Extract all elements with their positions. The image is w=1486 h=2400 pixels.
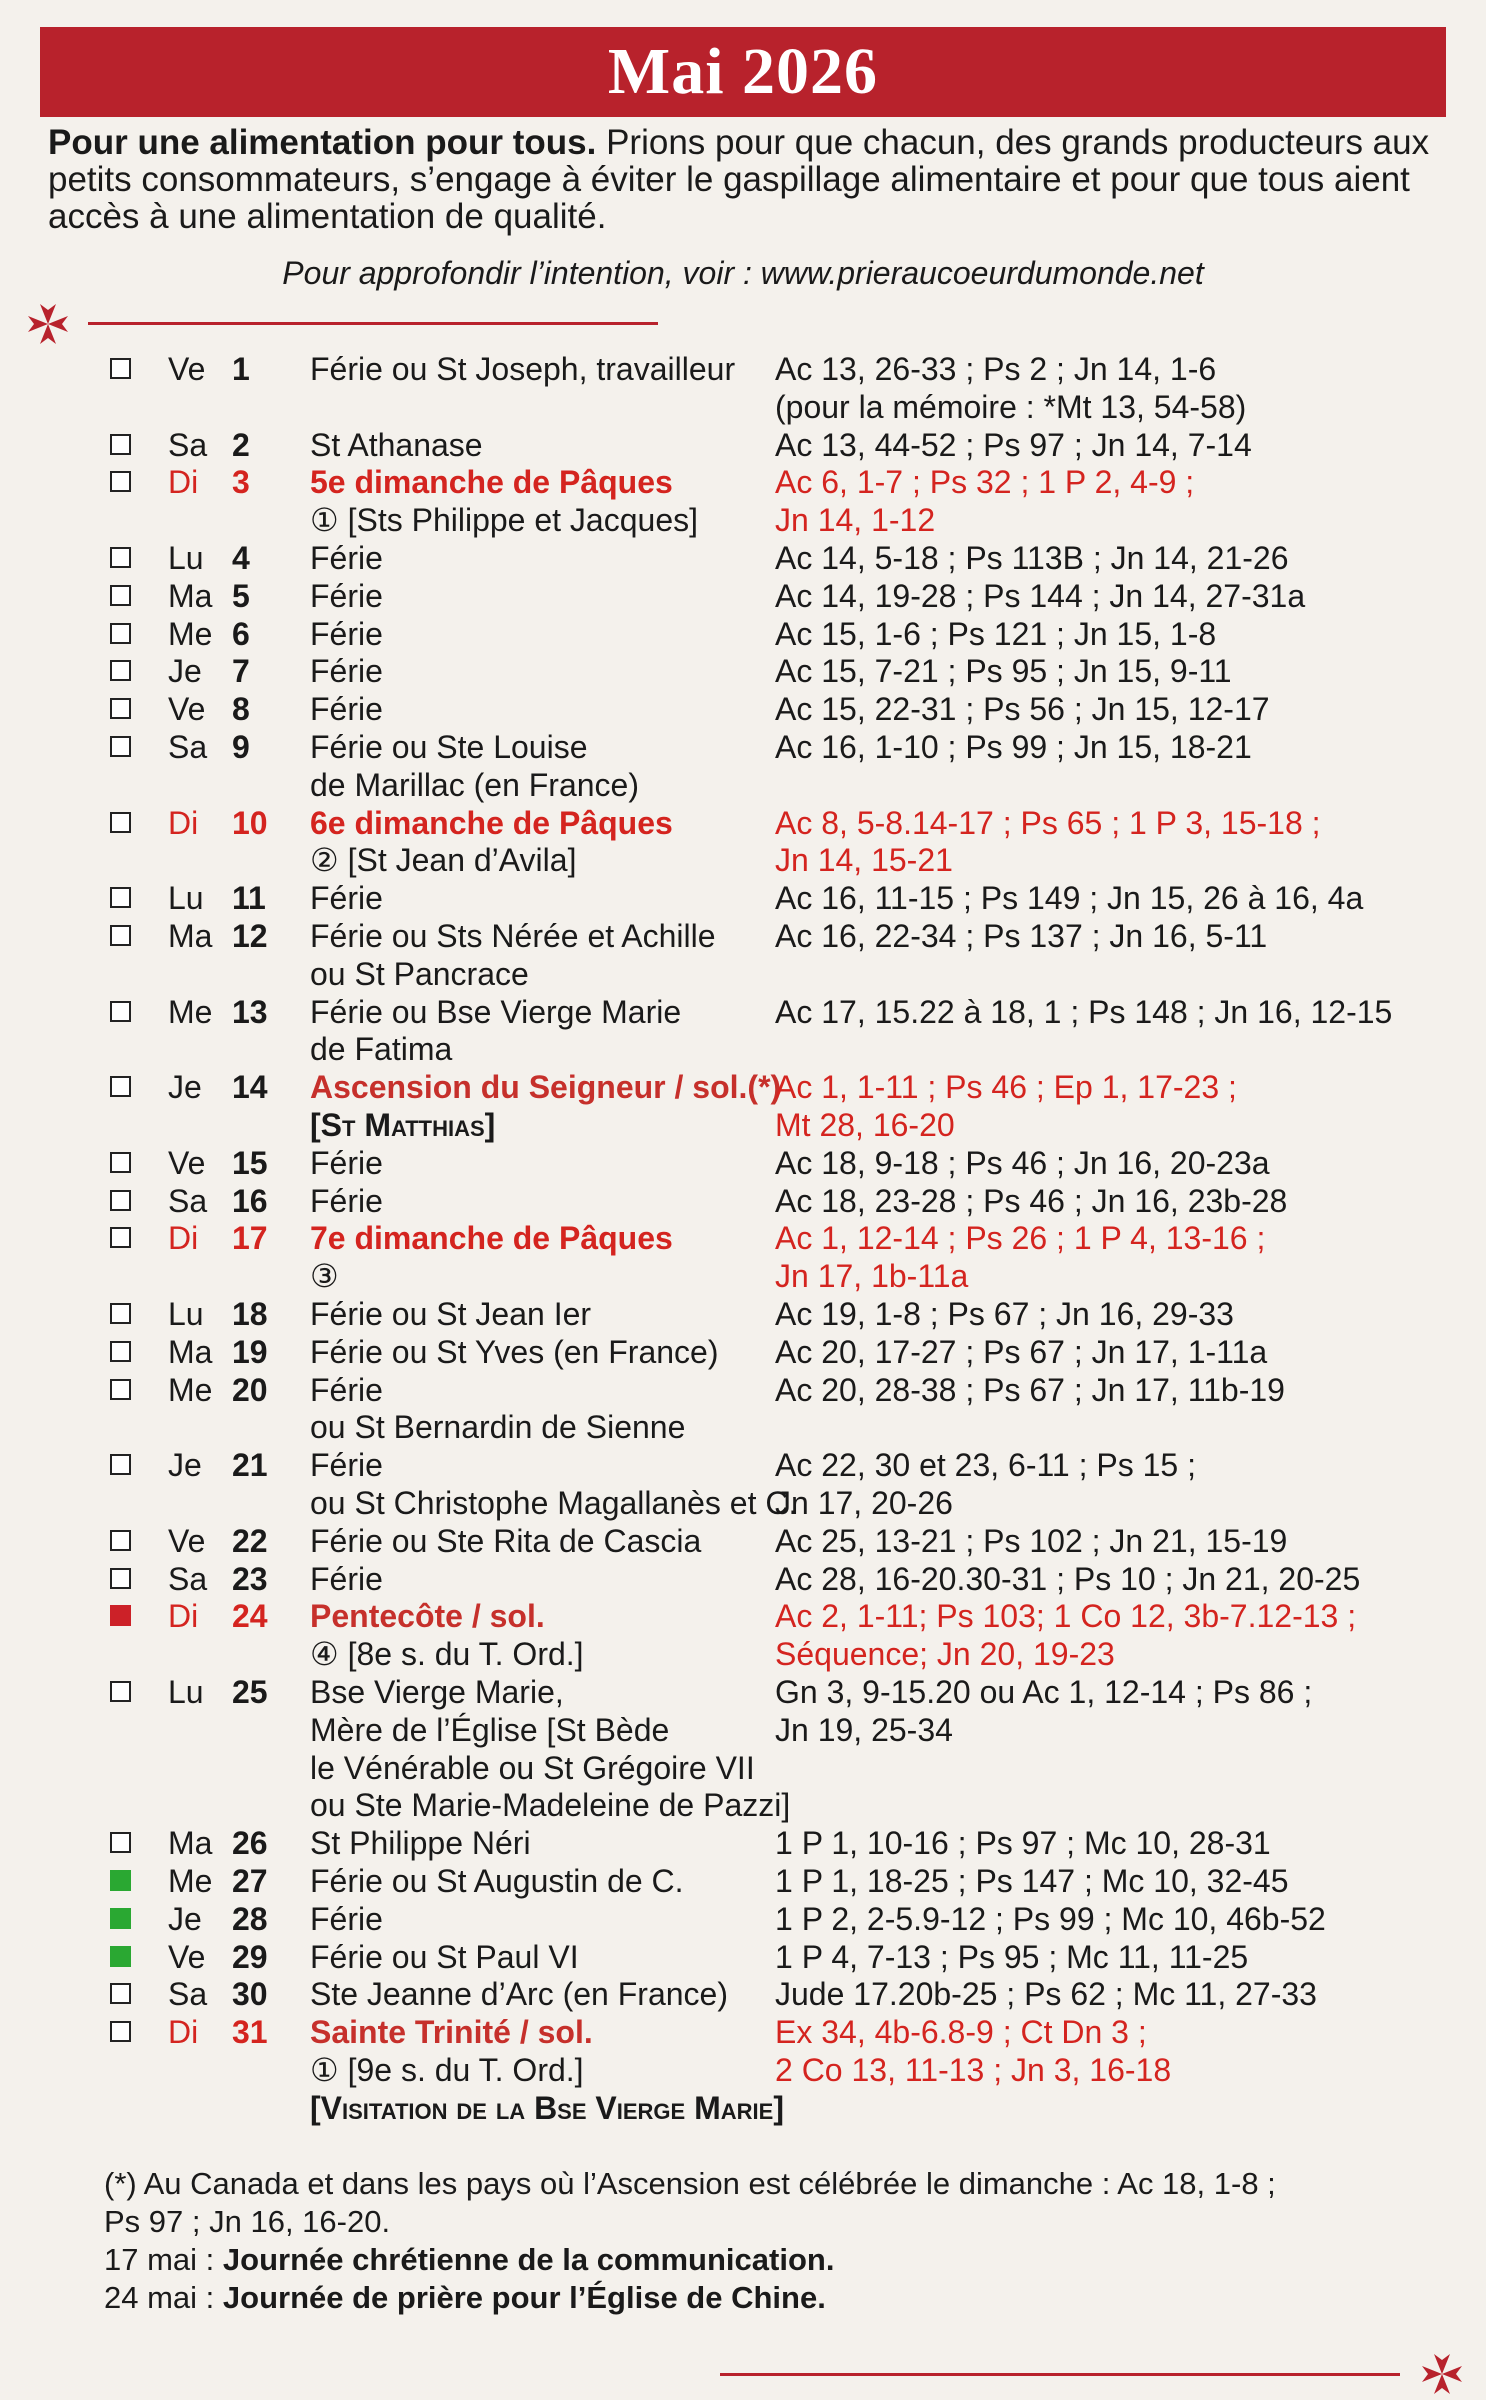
day-number: 2 xyxy=(232,426,250,463)
calendar-day-row xyxy=(0,1862,1486,1900)
intention-lead: Pour une alimentation pour tous. xyxy=(48,123,597,162)
weekday-label: Di xyxy=(168,464,199,501)
celebration-title: St Athanase xyxy=(310,426,483,463)
calendar-day-row xyxy=(0,1597,1486,1635)
readings: Ac 18, 23-28 ; Ps 46 ; Jn 16, 23b-28 xyxy=(775,1182,1288,1219)
day-number: 26 xyxy=(232,1825,268,1862)
day-checkbox[interactable] xyxy=(110,1870,131,1891)
readings: Jn 14, 1-12 xyxy=(775,502,936,539)
readings: Séquence; Jn 20, 19-23 xyxy=(775,1636,1115,1673)
weekday-label: Je xyxy=(168,1447,202,1484)
day-number: 24 xyxy=(232,1598,268,1635)
readings: Ac 20, 28-38 ; Ps 67 ; Jn 17, 11b-19 xyxy=(775,1371,1285,1408)
readings: Ac 16, 22-34 ; Ps 137 ; Jn 16, 5-11 xyxy=(775,918,1268,954)
weekday-label: Me xyxy=(168,1863,213,1899)
weekday-label: Ve xyxy=(168,1938,206,1975)
divider-bottom xyxy=(720,2373,1400,2376)
day-checkbox[interactable] xyxy=(110,1568,131,1589)
calendar-continuation-row xyxy=(0,2089,1486,2127)
readings: Ac 1, 12-14 ; Ps 26 ; 1 P 4, 13-16 ; xyxy=(775,1220,1266,1257)
footnote-text-24: Journée de prière pour l’Église de Chine. xyxy=(222,2280,826,2315)
day-checkbox[interactable] xyxy=(110,925,131,946)
calendar-day-row xyxy=(0,917,1486,955)
celebration-title: Férie xyxy=(310,1900,383,1937)
calendar-day-row xyxy=(0,1824,1486,1862)
celebration-title: Férie xyxy=(310,880,383,917)
weekday-label: Ma xyxy=(168,1333,213,1370)
prayer-intention xyxy=(48,124,1448,235)
calendar-day-row xyxy=(0,1182,1486,1220)
day-checkbox[interactable] xyxy=(110,623,131,644)
celebration-title: Férie xyxy=(310,540,383,576)
calendar-continuation-row xyxy=(0,841,1486,879)
day-number: 22 xyxy=(232,1522,268,1559)
footnotes xyxy=(104,2165,1404,2317)
calendar-day-row xyxy=(0,1975,1486,2013)
celebration-title: Férie xyxy=(310,577,383,614)
day-checkbox[interactable] xyxy=(110,1227,131,1248)
calendar-day-row xyxy=(0,1333,1486,1371)
calendar-day-row xyxy=(0,993,1486,1031)
day-checkbox[interactable] xyxy=(110,1946,131,1967)
calendar-day-row xyxy=(0,615,1486,653)
weekday-label: Sa xyxy=(168,1976,208,2013)
day-number: 30 xyxy=(232,1976,268,2013)
day-checkbox[interactable] xyxy=(110,660,131,681)
day-checkbox[interactable] xyxy=(110,887,131,908)
calendar-day-row xyxy=(0,350,1486,388)
day-number: 28 xyxy=(232,1900,268,1937)
weekday-label: Me xyxy=(168,615,213,652)
celebration-title: Férie ou St Augustin de C. xyxy=(310,1863,684,1899)
celebration-title: ④ [8e s. du T. Ord.] xyxy=(310,1636,584,1673)
footnote-date-24: 24 mai : xyxy=(104,2280,223,2315)
day-checkbox[interactable] xyxy=(110,1983,131,2004)
calendar-day-row xyxy=(0,690,1486,728)
readings: Ac 14, 5-18 ; Ps 113B ; Jn 14, 21-26 xyxy=(775,540,1289,576)
day-number: 11 xyxy=(232,880,266,917)
readings: Ac 8, 5-8.14-17 ; Ps 65 ; 1 P 3, 15-18 ; xyxy=(775,804,1321,841)
footnote-may-24 xyxy=(104,2279,1404,2317)
day-checkbox[interactable] xyxy=(110,358,131,379)
calendar-day-row xyxy=(0,1522,1486,1560)
celebration-title: Férie ou Sts Nérée et Achille xyxy=(310,918,716,954)
day-number: 20 xyxy=(232,1371,268,1408)
weekday-label: Je xyxy=(168,1069,202,1106)
celebration-title: ou St Bernardin de Sienne xyxy=(310,1409,686,1446)
day-number: 13 xyxy=(232,993,268,1030)
day-number: 3 xyxy=(232,464,250,501)
day-number: 6 xyxy=(232,615,250,652)
weekday-label: Di xyxy=(168,1598,199,1635)
calendar-day-row xyxy=(0,1295,1486,1333)
calendar-continuation-row xyxy=(0,1786,1486,1824)
day-checkbox[interactable] xyxy=(110,1530,131,1551)
weekday-label: Ma xyxy=(168,577,213,614)
footnote-date-17: 17 mai : xyxy=(104,2242,223,2277)
celebration-title: Pentecôte / sol. xyxy=(310,1598,545,1635)
day-number: 4 xyxy=(232,540,250,576)
calendar-day-row xyxy=(0,652,1486,690)
day-checkbox[interactable] xyxy=(110,1152,131,1173)
weekday-label: Lu xyxy=(168,540,204,576)
day-number: 29 xyxy=(232,1938,268,1975)
weekday-label: Me xyxy=(168,1371,213,1408)
weekday-label: Ve xyxy=(168,1144,206,1181)
readings: Gn 3, 9-15.20 ou Ac 1, 12-14 ; Ps 86 ; xyxy=(775,1674,1313,1710)
calendar-continuation-row xyxy=(0,1106,1486,1144)
celebration-title: Férie ou St Paul VI xyxy=(310,1938,579,1975)
day-checkbox[interactable] xyxy=(110,1190,131,1211)
celebration-title: ① [9e s. du T. Ord.] xyxy=(310,2052,584,2088)
readings: 1 P 2, 2-5.9-12 ; Ps 99 ; Mc 10, 46b-52 xyxy=(775,1900,1326,1937)
readings: Ac 25, 13-21 ; Ps 102 ; Jn 21, 15-19 xyxy=(775,1522,1288,1559)
calendar-day-row xyxy=(0,463,1486,501)
day-number: 14 xyxy=(232,1069,268,1106)
readings: Ac 6, 1-7 ; Ps 32 ; 1 P 2, 4-9 ; xyxy=(775,464,1195,501)
readings: 1 P 1, 18-25 ; Ps 147 ; Mc 10, 32-45 xyxy=(775,1863,1289,1899)
readings: Ac 15, 1-6 ; Ps 121 ; Jn 15, 1-8 xyxy=(775,615,1217,652)
day-number: 31 xyxy=(232,2014,268,2051)
day-number: 5 xyxy=(232,577,250,614)
readings: Jn 17, 20-26 xyxy=(775,1485,953,1521)
readings: 2 Co 13, 11-13 ; Jn 3, 16-18 xyxy=(775,2052,1172,2088)
readings: Jude 17.20b-25 ; Ps 62 ; Mc 11, 27-33 xyxy=(775,1976,1317,2013)
readings: 1 P 1, 10-16 ; Ps 97 ; Mc 10, 28-31 xyxy=(775,1825,1271,1862)
calendar-day-row xyxy=(0,728,1486,766)
readings: Jn 19, 25-34 xyxy=(775,1711,953,1748)
calendar-day-row xyxy=(0,1560,1486,1598)
day-checkbox[interactable] xyxy=(110,585,131,606)
day-checkbox[interactable] xyxy=(110,1908,131,1929)
weekday-label: Je xyxy=(168,1900,202,1937)
celebration-title: Ste Jeanne d’Arc (en France) xyxy=(310,1976,728,2013)
day-checkbox[interactable] xyxy=(110,736,131,757)
weekday-label: Sa xyxy=(168,1560,208,1597)
day-checkbox[interactable] xyxy=(110,1454,131,1475)
celebration-title: Férie xyxy=(310,615,383,652)
readings: Ac 17, 15.22 à 18, 1 ; Ps 148 ; Jn 16, 12-15 xyxy=(775,993,1393,1030)
readings: Ac 15, 22-31 ; Ps 56 ; Jn 15, 12-17 xyxy=(775,691,1270,728)
readings: Jn 14, 15-21 xyxy=(775,842,953,879)
celebration-title: Férie xyxy=(310,653,383,690)
calendar-continuation-row xyxy=(0,1484,1486,1522)
calendar-day-row xyxy=(0,1446,1486,1484)
day-checkbox[interactable] xyxy=(110,1341,131,1362)
maltese-cross-icon xyxy=(1418,2350,1466,2398)
calendar-continuation-row xyxy=(0,1635,1486,1673)
day-checkbox[interactable] xyxy=(110,1832,131,1853)
weekday-label: Di xyxy=(168,2014,199,2051)
calendar-continuation-row xyxy=(0,1408,1486,1446)
calendar-day-row xyxy=(0,879,1486,917)
celebration-title: ② [St Jean d’Avila] xyxy=(310,842,577,879)
readings: Ac 16, 11-15 ; Ps 149 ; Jn 15, 26 à 16, 4a xyxy=(775,880,1364,917)
celebration-title: Férie ou Ste Rita de Cascia xyxy=(310,1522,702,1559)
readings: Ac 19, 1-8 ; Ps 67 ; Jn 16, 29-33 xyxy=(775,1296,1234,1332)
day-number: 23 xyxy=(232,1560,268,1597)
celebration-title: de Marillac (en France) xyxy=(310,766,639,803)
footnote-ascension-cont: Ps 97 ; Jn 16, 16-20. xyxy=(104,2204,391,2239)
weekday-label: Di xyxy=(168,804,199,841)
day-checkbox[interactable] xyxy=(110,1605,131,1626)
day-number: 8 xyxy=(232,691,250,728)
calendar-continuation-row xyxy=(0,1711,1486,1749)
day-number: 10 xyxy=(232,804,268,841)
weekday-label: Lu xyxy=(168,880,204,917)
celebration-title: Férie xyxy=(310,1144,383,1181)
readings: Jn 17, 1b-11a xyxy=(775,1258,969,1295)
day-number: 27 xyxy=(232,1863,268,1899)
day-checkbox[interactable] xyxy=(110,1001,131,1022)
weekday-label: Je xyxy=(168,653,202,690)
weekday-label: Sa xyxy=(168,1182,208,1219)
calendar-continuation-row xyxy=(0,1749,1486,1787)
day-checkbox[interactable] xyxy=(110,1076,131,1097)
celebration-title: Férie ou St Yves (en France) xyxy=(310,1333,719,1370)
readings: Ac 20, 17-27 ; Ps 67 ; Jn 17, 1-11a xyxy=(775,1333,1268,1370)
weekday-label: Ve xyxy=(168,1522,206,1559)
readings: Ac 14, 19-28 ; Ps 144 ; Jn 14, 27-31a xyxy=(775,577,1306,614)
calendar-continuation-row xyxy=(0,1030,1486,1068)
celebration-title: Mère de l’Église [St Bède xyxy=(310,1711,670,1748)
celebration-title: Férie xyxy=(310,1447,383,1484)
readings: (pour la mémoire : *Mt 13, 54-58) xyxy=(775,388,1247,425)
celebration-title: St Philippe Néri xyxy=(310,1825,531,1862)
celebration-title: le Vénérable ou St Grégoire VII xyxy=(310,1749,755,1786)
day-checkbox[interactable] xyxy=(110,812,131,833)
readings: Ac 16, 1-10 ; Ps 99 ; Jn 15, 18-21 xyxy=(775,729,1252,765)
calendar-day-row xyxy=(0,539,1486,577)
weekday-label: Me xyxy=(168,993,213,1030)
celebration-title: Férie ou St Joseph, travailleur xyxy=(310,351,736,387)
calendar-day-row xyxy=(0,1673,1486,1711)
celebration-title: Sainte Trinité / sol. xyxy=(310,2014,593,2051)
calendar-list xyxy=(0,350,1486,2130)
readings: Ac 28, 16-20.30-31 ; Ps 10 ; Jn 21, 20-25 xyxy=(775,1560,1361,1597)
readings: Ac 13, 44-52 ; Ps 97 ; Jn 14, 7-14 xyxy=(775,426,1252,463)
day-checkbox[interactable] xyxy=(110,1681,131,1702)
day-checkbox[interactable] xyxy=(110,471,131,492)
intention-text: Prions pour que chacun, des grands producteurs aux petits consommateurs, s’engage à éviter le gaspillage alimentaire et pour que tous aient accès à une alimentation de qualité. xyxy=(48,123,1430,236)
day-checkbox[interactable] xyxy=(110,1303,131,1324)
celebration-title: Férie ou Bse Vierge Marie xyxy=(310,993,682,1030)
celebration-title: 7e dimanche de Pâques xyxy=(310,1220,673,1257)
calendar-day-row xyxy=(0,1219,1486,1257)
calendar-continuation-row xyxy=(0,2051,1486,2089)
calendar-day-row xyxy=(0,2013,1486,2051)
calendar-continuation-row xyxy=(0,388,1486,426)
calendar-day-row xyxy=(0,1938,1486,1976)
readings: Ac 22, 30 et 23, 6-11 ; Ps 15 ; xyxy=(775,1447,1196,1484)
day-number: 19 xyxy=(232,1333,268,1370)
readings: 1 P 4, 7-13 ; Ps 95 ; Mc 11, 11-25 xyxy=(775,1938,1249,1975)
calendar-continuation-row xyxy=(0,955,1486,993)
celebration-title: Ascension du Seigneur / sol.(*) xyxy=(310,1069,782,1106)
weekday-label: Ve xyxy=(168,351,206,387)
day-checkbox[interactable] xyxy=(110,434,131,455)
calendar-continuation-row xyxy=(0,501,1486,539)
celebration-title: Bse Vierge Marie, xyxy=(310,1674,564,1710)
more-info-line: Pour approfondir l’intention, voir : www.prieraucoeurdumonde.net xyxy=(282,255,1204,291)
readings: Ex 34, 4b-6.8-9 ; Ct Dn 3 ; xyxy=(775,2014,1147,2051)
readings: Ac 18, 9-18 ; Ps 46 ; Jn 16, 20-23a xyxy=(775,1144,1270,1181)
weekday-label: Lu xyxy=(168,1296,204,1332)
calendar-day-row xyxy=(0,1900,1486,1938)
calendar-day-row xyxy=(0,1371,1486,1409)
readings: Ac 2, 1-11; Ps 103; 1 Co 12, 3b-7.12-13 ; xyxy=(775,1598,1357,1635)
celebration-title: 5e dimanche de Pâques xyxy=(310,464,673,501)
maltese-cross-icon xyxy=(24,300,72,348)
celebration-title: Férie xyxy=(310,1182,383,1219)
day-checkbox[interactable] xyxy=(110,698,131,719)
day-checkbox[interactable] xyxy=(110,2021,131,2042)
celebration-title: ① [Sts Philippe et Jacques] xyxy=(310,502,698,539)
celebration-title: [Visitation de la Bse Vierge Marie] xyxy=(310,2089,784,2126)
readings: Ac 15, 7-21 ; Ps 95 ; Jn 15, 9-11 xyxy=(775,653,1232,690)
day-number: 7 xyxy=(232,653,250,690)
calendar-day-row xyxy=(0,426,1486,464)
celebration-title: Férie xyxy=(310,1560,383,1597)
day-checkbox[interactable] xyxy=(110,547,131,568)
day-number: 17 xyxy=(232,1220,268,1257)
calendar-day-row xyxy=(0,577,1486,615)
celebration-title: Férie xyxy=(310,1371,383,1408)
readings: Ac 13, 26-33 ; Ps 2 ; Jn 14, 1-6 xyxy=(775,351,1217,387)
weekday-label: Ma xyxy=(168,918,213,954)
day-number: 9 xyxy=(232,729,250,765)
day-number: 15 xyxy=(232,1144,268,1181)
celebration-title: Férie xyxy=(310,691,383,728)
celebration-title: ou St Pancrace xyxy=(310,955,529,992)
footnote-may-17 xyxy=(104,2241,1404,2279)
celebration-title: 6e dimanche de Pâques xyxy=(310,804,673,841)
calendar-day-row xyxy=(0,1144,1486,1182)
celebration-title: Férie ou Ste Louise xyxy=(310,729,588,765)
month-title: Mai 2026 xyxy=(607,35,879,108)
weekday-label: Ve xyxy=(168,691,206,728)
celebration-title: [St Matthias] xyxy=(310,1107,496,1143)
day-checkbox[interactable] xyxy=(110,1379,131,1400)
footnote-ascension: (*) Au Canada et dans les pays où l’Ascension est célébrée le dimanche : Ac 18, 1-8 ; xyxy=(104,2166,1276,2201)
celebration-title: ou St Christophe Magallanès et C. xyxy=(310,1485,798,1521)
calendar-continuation-row xyxy=(0,766,1486,804)
celebration-title: Férie ou St Jean Ier xyxy=(310,1296,592,1332)
weekday-label: Lu xyxy=(168,1674,204,1710)
weekday-label: Sa xyxy=(168,426,208,463)
weekday-label: Ma xyxy=(168,1825,213,1862)
celebration-title: ou Ste Marie-Madeleine de Pazzi] xyxy=(310,1787,791,1824)
weekday-label: Sa xyxy=(168,729,208,765)
weekday-label: Di xyxy=(168,1220,199,1257)
day-number: 16 xyxy=(232,1182,268,1219)
calendar-continuation-row xyxy=(0,1257,1486,1295)
celebration-title: ③ xyxy=(310,1258,339,1295)
day-number: 1 xyxy=(232,351,250,387)
footnote-text-17: Journée chrétienne de la communication. xyxy=(222,2242,835,2277)
readings: Ac 1, 1-11 ; Ps 46 ; Ep 1, 17-23 ; xyxy=(775,1069,1237,1106)
divider-top xyxy=(88,322,658,325)
month-banner xyxy=(40,27,1446,117)
calendar-day-row xyxy=(0,804,1486,842)
day-number: 18 xyxy=(232,1296,268,1332)
celebration-title: de Fatima xyxy=(310,1031,453,1068)
readings: Mt 28, 16-20 xyxy=(775,1107,955,1143)
calendar-day-row xyxy=(0,1068,1486,1106)
day-number: 25 xyxy=(232,1674,268,1710)
day-number: 21 xyxy=(232,1447,268,1484)
day-number: 12 xyxy=(232,918,268,954)
